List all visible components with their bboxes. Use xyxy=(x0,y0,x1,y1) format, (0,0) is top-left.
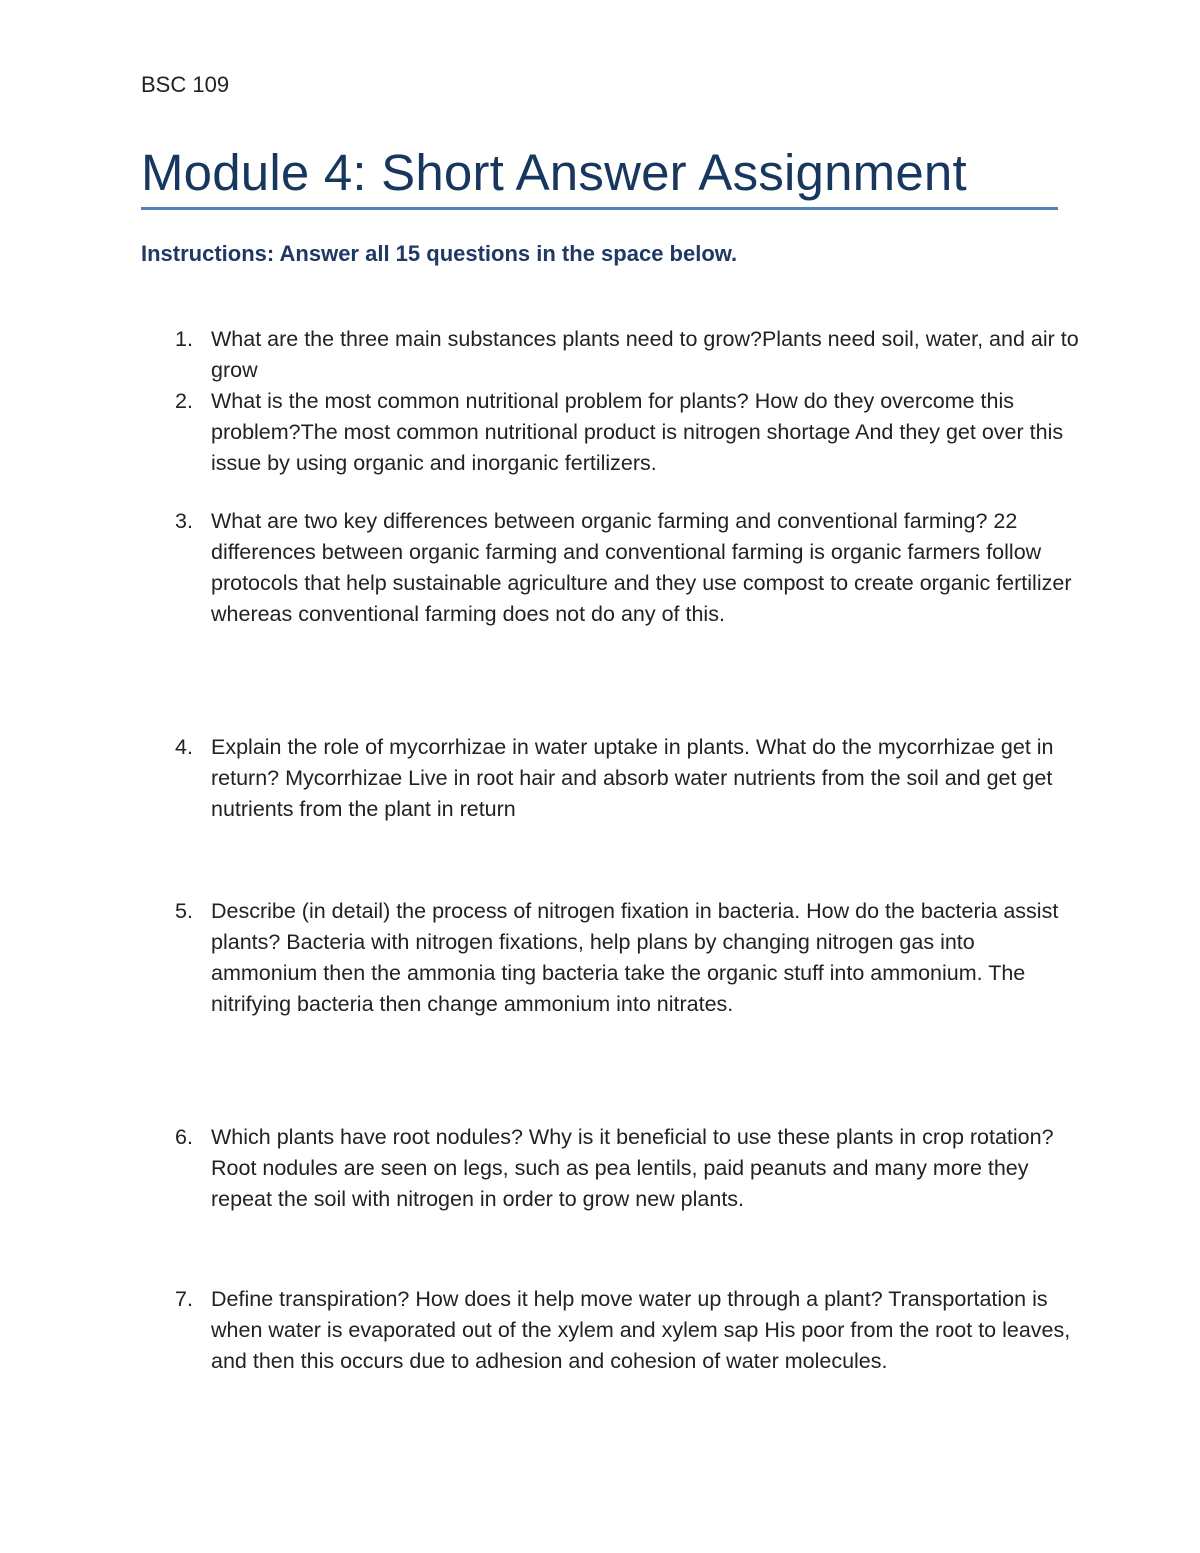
question-text: Which plants have root nodules? Why is it beneficial to use these plants in crop rotation? Root nodules are seen on legs, such as pea lentils, paid peanuts and many more they repeat the soil with nitrogen in order to grow new plants. xyxy=(211,1125,1054,1211)
title-divider xyxy=(141,207,1058,210)
page-title: Module 4: Short Answer Assignment xyxy=(141,144,967,201)
question-text: Describe (in detail) the process of nitrogen fixation in bacteria. How do the bacteria assist plants? Bacteria with nitrogen fixations, help plans by changing nitrogen gas into ammonium then the ammonia ting bacteria take the organic stuff into ammonium. The nitrifying bacteria then change ammonium into nitrates. xyxy=(211,899,1059,1016)
question-number: 3. xyxy=(175,509,193,533)
question-number: 4. xyxy=(175,735,193,759)
question-number: 5. xyxy=(175,899,193,923)
question-text: Explain the role of mycorrhizae in water uptake in plants. What do the mycorrhizae get in return? Mycorrhizae Live in root hair and absorb water nutrients from the soil and get get nutrients from the plant in return xyxy=(211,735,1054,821)
question-number: 2. xyxy=(175,389,193,413)
question-number: 7. xyxy=(175,1287,193,1311)
question-text: What are two key differences between organic farming and conventional farming? 22 differences between organic farming and conventional farming is organic farmers follow protocols that help sustainable agriculture and they use compost to create organic fertilizer whereas conventional farming does not do any of this. xyxy=(211,509,1072,626)
instructions-text: Instructions: Answer all 15 questions in the space below. xyxy=(141,241,738,266)
question-text: What is the most common nutritional problem for plants? How do they overcome this problem?The most common nutritional product is nitrogen shortage And they get over this issue by using organic and inorganic fertilizers. xyxy=(211,389,1064,475)
question-number: 6. xyxy=(175,1125,193,1149)
question-text: Define transpiration? How does it help move water up through a plant? Transportation is when water is evaporated out of the xylem and xylem sap His poor from the root to leaves, and then this occurs due to adhesion and cohesion of water molecules. xyxy=(211,1287,1071,1373)
question-number: 1. xyxy=(175,327,193,351)
question-text: What are the three main substances plants need to grow?Plants need soil, water, and air to grow xyxy=(211,327,1079,382)
course-code: BSC 109 xyxy=(141,72,230,97)
